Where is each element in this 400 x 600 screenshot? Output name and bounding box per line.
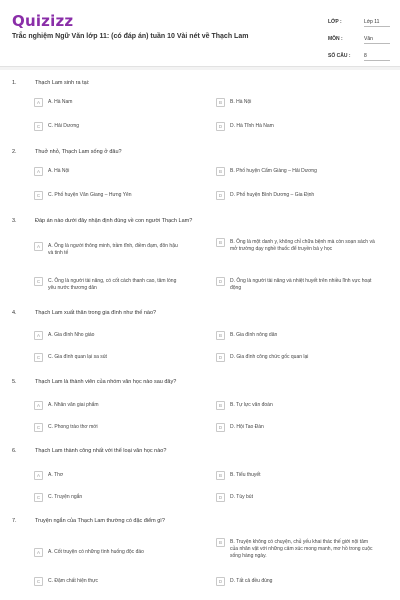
question-number: 7. <box>12 518 17 524</box>
option-text: C. Truyện ngắn <box>48 494 83 500</box>
option-d[interactable] <box>216 577 375 586</box>
meta-row-subject <box>328 30 390 47</box>
option-c[interactable] <box>34 493 178 502</box>
option-letter-box: D <box>216 423 225 432</box>
page-title: Trắc nghiệm Ngữ Văn lớp 11: (có đáp án) tuần 10 Vài nét về Thạch Lam <box>12 33 249 40</box>
option-letter-box: B <box>216 98 225 107</box>
option-letter-box: B <box>216 401 225 410</box>
option-text: A. Hà Nội <box>48 168 70 174</box>
option-a[interactable] <box>34 548 178 557</box>
option-c[interactable] <box>34 122 178 131</box>
option-b[interactable] <box>216 538 375 560</box>
question-number: 1. <box>12 80 17 86</box>
option-letter-box: D <box>216 493 225 502</box>
option-letter-box: D <box>216 191 225 200</box>
option-text: D. Gia đình công chức gốc quan lại <box>230 354 309 360</box>
worksheet-header <box>0 0 400 66</box>
option-d[interactable] <box>216 191 375 200</box>
option-letter-box: C <box>34 353 43 362</box>
option-text: A. Thơ <box>48 472 64 478</box>
question-text: Thạch Lam sinh ra tại: <box>35 80 90 86</box>
option-letter-box: C <box>34 191 43 200</box>
meta-label: MÔN : <box>328 35 343 42</box>
question-text: Truyện ngắn của Thạch Lam thường có đặc điểm gì? <box>35 518 165 524</box>
option-letter-box: A <box>34 401 43 410</box>
option-letter-box: A <box>34 167 43 176</box>
quizizz-logo: Quizizz <box>12 12 74 30</box>
worksheet-meta <box>328 13 390 64</box>
option-letter-box: A <box>34 98 43 107</box>
option-text: D. Tất cả đều đúng <box>230 578 273 584</box>
option-letter-box: A <box>34 331 43 340</box>
question-number: 3. <box>12 218 17 224</box>
option-a[interactable] <box>34 242 178 257</box>
option-c[interactable] <box>34 191 178 200</box>
option-letter-box: C <box>34 577 43 586</box>
option-c[interactable] <box>34 577 178 586</box>
option-text: A. Nhân văn giai phẩm <box>48 402 99 408</box>
option-letter-box: B <box>216 238 225 247</box>
option-d[interactable] <box>216 493 375 502</box>
option-d[interactable] <box>216 353 375 362</box>
question-number: 4. <box>12 310 17 316</box>
option-a[interactable] <box>34 331 178 340</box>
option-text: A. Hà Nam <box>48 99 73 105</box>
option-text: B. Truyện không có chuyện, chủ yếu khai thác thế giới nội tâm của nhân vật với những cảm xúc mong manh, mơ hồ trong cuộc sống hàng ngày. <box>230 539 373 559</box>
option-text: C. Phong trào thơ mới <box>48 424 98 430</box>
option-text: C. Gia đình quan lại sa sút <box>48 354 107 360</box>
option-text: B. Phố huyện Cẩm Giàng – Hải Dương <box>230 168 317 174</box>
question-text: Thạch Lam là thành viên của nhóm văn học nào sau đây? <box>35 379 177 385</box>
option-text: B. Gia đình nông dân <box>230 332 278 338</box>
option-letter-box: B <box>216 538 225 547</box>
option-text: C. Đậm chất hiện thực <box>48 578 99 584</box>
option-letter-box: B <box>216 167 225 176</box>
option-c[interactable] <box>34 277 178 292</box>
option-letter-box: D <box>216 577 225 586</box>
option-b[interactable] <box>216 401 375 410</box>
meta-value: 8 <box>364 51 390 61</box>
option-b[interactable] <box>216 331 375 340</box>
option-a[interactable] <box>34 167 178 176</box>
option-text: C. Phố huyện Văn Giang – Hưng Yên <box>48 192 132 198</box>
meta-row-class <box>328 13 390 30</box>
option-text: D. Phố huyện Bình Dương – Gia Định <box>230 192 315 198</box>
question-text: Đáp án nào dưới đây nhận định đúng về con người Thạch Lam? <box>35 218 193 224</box>
option-b[interactable] <box>216 167 375 176</box>
option-a[interactable] <box>34 471 178 480</box>
option-a[interactable] <box>34 98 178 107</box>
option-letter-box: B <box>216 331 225 340</box>
option-text: A. Ông là người thông minh, trầm tĩnh, điềm đạm, đôn hậu và tinh tế <box>48 243 178 256</box>
option-b[interactable] <box>216 471 375 480</box>
option-c[interactable] <box>34 423 178 432</box>
option-text: A. Gia đình Nho giáo <box>48 332 95 338</box>
option-letter-box: A <box>34 242 43 251</box>
meta-label: LỚP : <box>328 18 342 25</box>
option-letter-box: A <box>34 471 43 480</box>
option-text: A. Cốt truyện có những tình huống độc đáo <box>48 549 144 555</box>
question-text: Thuở nhỏ, Thạch Lam sống ở đâu? <box>35 149 122 155</box>
option-text: B. Tự lực văn đoàn <box>230 402 273 408</box>
option-letter-box: D <box>216 122 225 131</box>
question-number: 5. <box>12 379 17 385</box>
question-text: Thạch Lam xuất thân trong gia đình như thế nào? <box>35 310 157 316</box>
option-c[interactable] <box>34 353 178 362</box>
option-letter-box: C <box>34 277 43 286</box>
meta-value: Văn <box>364 34 390 44</box>
option-text: B. Hà Nội <box>230 99 252 105</box>
option-letter-box: C <box>34 122 43 131</box>
option-d[interactable] <box>216 423 375 432</box>
option-d[interactable] <box>216 277 375 292</box>
option-letter-box: A <box>34 548 43 557</box>
option-letter-box: C <box>34 423 43 432</box>
option-text: D. Hà Tĩnh Hà Nam <box>230 123 274 129</box>
option-letter-box: D <box>216 277 225 286</box>
option-b[interactable] <box>216 98 375 107</box>
question-number: 2. <box>12 149 17 155</box>
option-text: B. Ông là một danh y, không chỉ chữa bệnh mà còn soạn sách và mở trường dạy nghề thuốc để truyền bá y học <box>230 239 375 252</box>
option-letter-box: C <box>34 493 43 502</box>
option-text: D. Ông là người tài năng và nhiệt huyết trên nhiều lĩnh vực hoạt động <box>230 278 372 291</box>
option-d[interactable] <box>216 122 375 131</box>
header-divider <box>0 66 400 70</box>
option-text: C. Hải Dương <box>48 123 80 129</box>
meta-row-count <box>328 47 390 64</box>
option-b[interactable] <box>216 238 375 253</box>
question-number: 6. <box>12 448 17 454</box>
option-letter-box: D <box>216 353 225 362</box>
meta-label: SỐ CÂU : <box>328 52 351 59</box>
option-letter-box: B <box>216 471 225 480</box>
option-text: D. Hội Tao Đàn <box>230 424 264 430</box>
option-text: D. Tùy bút <box>230 494 253 500</box>
option-text: C. Ông là người tài năng, có cốt cách thanh cao, tâm lòng yêu nước thương dân <box>48 278 177 291</box>
question-text: Thạch Lam thành công nhất với thể loại văn học nào? <box>35 448 167 454</box>
option-a[interactable] <box>34 401 178 410</box>
option-text: B. Tiểu thuyết <box>230 472 261 478</box>
meta-value: Lớp 11 <box>364 17 390 27</box>
